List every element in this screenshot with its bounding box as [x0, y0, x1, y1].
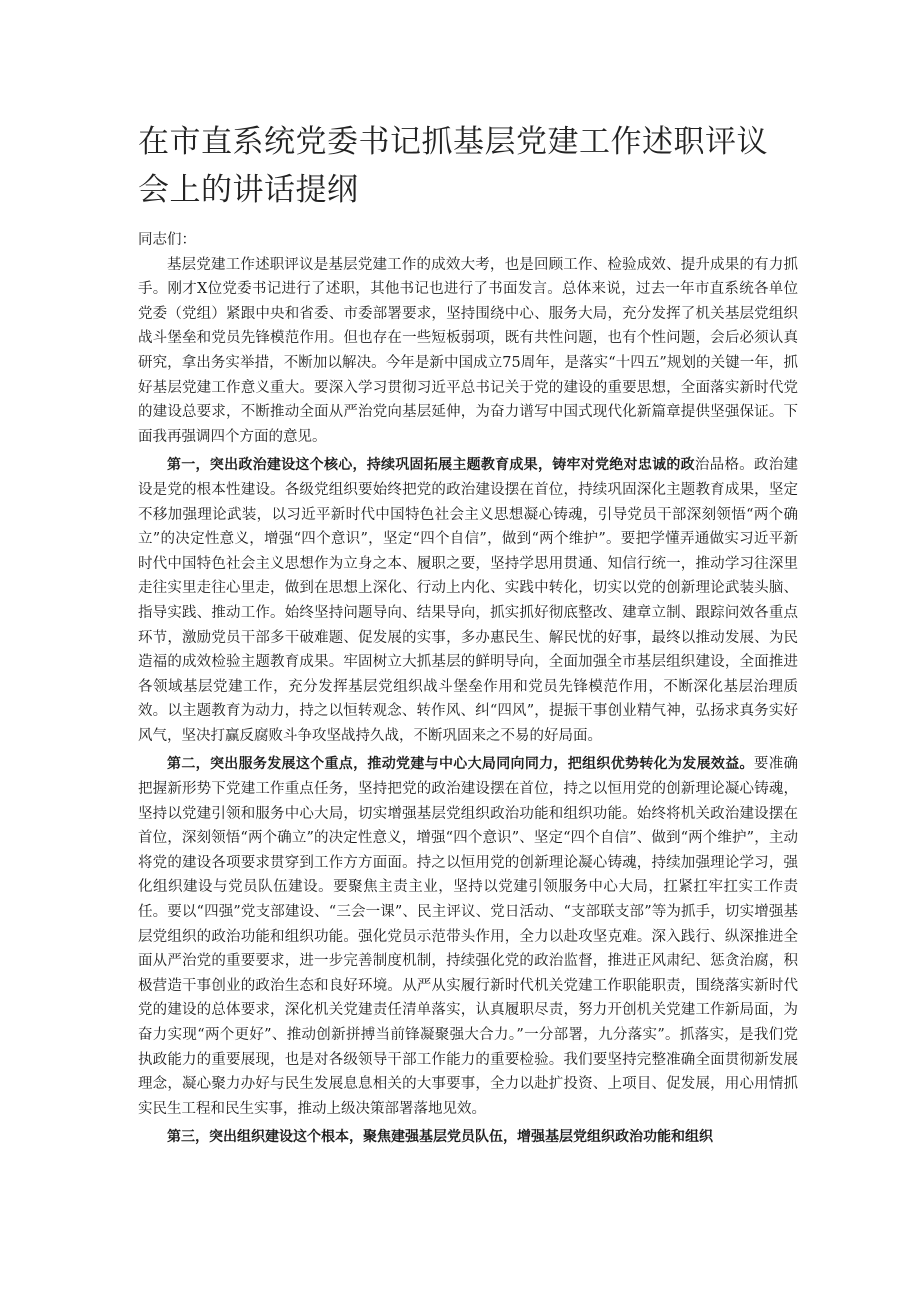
document-title: 在市直系统党委书记抓基层党建工作述职评议会上的讲话提纲: [138, 124, 768, 208]
section-1-body: 治品格。政治建设是党的根本性建设。各级党组织要始终把党的政治建设摆在首位，持续巩固深化主题教育成果，坚定不移加强理论武装，以习近平新时代中国特色社会主义思想凝心铸魂，引导党员干部深刻领悟“两个确立”的决定性意义，增强“四个意识”，坚定“四个自信”，做到“两个维护”。要把学懂弄通做实习近平新时代中国特色社会主义思想作为立身之本、履职之要，坚持学思用贯通、知信行统一，推动学习往深里走往实里走往心里走，做到在思想上深化、行动上内化、实践中转化，切实以党的创新理论武装头脑、指导实践、推动工作。始终坚持问题导向、结果导向，抓实抓好彻底整改、建章立制、跟踪问效各重点环节，激励党员干部多干破难题、促发展的实事，多办惠民生、解民忧的好事，最终以推动发展、为民造福的成效检验主题教育成果。牢固树立大抓基层的鲜明导向，全面加强全市基层组织建设，全面推进各领域基层党建工作，充分发挥基层党组织战斗堡垒作用和党员先锋模范作用，不断深化基层治理质效。以主题教育为动力，持之以恒转观念、转作风、纠“四风”，提振干事创业精气神，弘扬求真务实好风气，坚决打赢反腐败斗争攻坚战持久战，不断巩固来之不易的好局面。: [138, 457, 799, 744]
section-2-paragraph: [138, 752, 798, 1121]
section-1-lead: 第一，突出政治建设这个核心，持续巩固拓展主题教育成果，铸牢对党绝对忠诚的政: [167, 457, 695, 474]
section-1-paragraph: [138, 453, 798, 748]
section-3-paragraph: [138, 1125, 798, 1150]
section-2-lead: 第二，突出服务发展这个重点，推动党建与中心大局同向同力，把组织优势转化为发展效益。: [167, 756, 754, 773]
section-3-lead: 第三，突出组织建设这个根本，聚焦建强基层党员队伍，增强基层党组织政治功能和组织: [167, 1129, 713, 1146]
salutation: 同志们：: [138, 232, 196, 248]
document-page: [138, 118, 798, 1150]
intro-paragraph: 基层党建工作述职评议是基层党建工作的成效大考，也是回顾工作、检验成效、提升成果的有力抓手。刚才X位党委书记进行了述职，其他书记也进行了书面发言。总体来说，过去一年市直系统各单位党委（党组）紧跟中央和省委、市委部署要求，坚持围绕中心、服务大局，充分发挥了机关基层党组织战斗堡垒和党员先锋模范作用。但也存在一些短板弱项，既有共性问题，也有个性问题，会后必须认真研究，拿出务实举措，不断加以解决。今年是新中国成立75周年，是落实“十四五”规划的关键一年，抓好基层党建工作意义重大。要深入学习贯彻习近平总书记关于党的建设的重要思想，全面落实新时代党的建设总要求，不断推动全面从严治党向基层延伸，为奋力谱写中国式现代化新篇章提供坚强保证。下面我再强调四个方面的意见。: [138, 256, 798, 445]
section-2-body: 要准确把握新形势下党建工作重点任务，坚持把党的政治建设摆在首位，持之以恒用党的创新理论凝心铸魂，坚持以党建引领和服务中心大局，切实增强基层党组织政治功能和组织功能。始终将机关政治建设摆在首位，深刻领悟“两个确立”的决定性意义，增强“四个意识”、坚定“四个自信”、做到“两个维护”，主动将党的建设各项要求贯穿到工作方方面面。持之以恒用党的创新理论凝心铸魂，持续加强理论学习，强化组织建设与党员队伍建设。要聚焦主责主业，坚持以党建引领服务中心大局，扛紧扛牢扛实工作责任。要以“四强”党支部建设、“三会一课”、民主评议、党日活动、“支部联支部”等为抓手，切实增强基层党组织的政治功能和组织功能。强化党员示范带头作用，全力以赴攻坚克难。深入践行、纵深推进全面从严治党的重要要求，进一步完善制度机制，持续强化党的政治监督，推进正风肃纪、惩贪治腐，积极营造干事创业的政治生态和良好环境。从严从实履行新时代机关党建工作职能职责，围绕落实新时代党的建设的总体要求，深化机关党建责任清单落实，认真履职尽责，努力开创机关党建工作新局面，为奋力实现“两个更好”、推动创新拼搏当前锋凝聚强大合力。”一分部署，九分落实”。抓落实，是我们党执政能力的重要展现，也是对各级领导干部工作能力的重要检验。我们要坚持完整准确全面贯彻新发展理念，凝心聚力办好与民生发展息息相关的大事要事，全力以赴扩投资、上项目、促发展，用心用情抓实民生工程和民生实事，推动上级决策部署落地见效。: [138, 756, 799, 1117]
